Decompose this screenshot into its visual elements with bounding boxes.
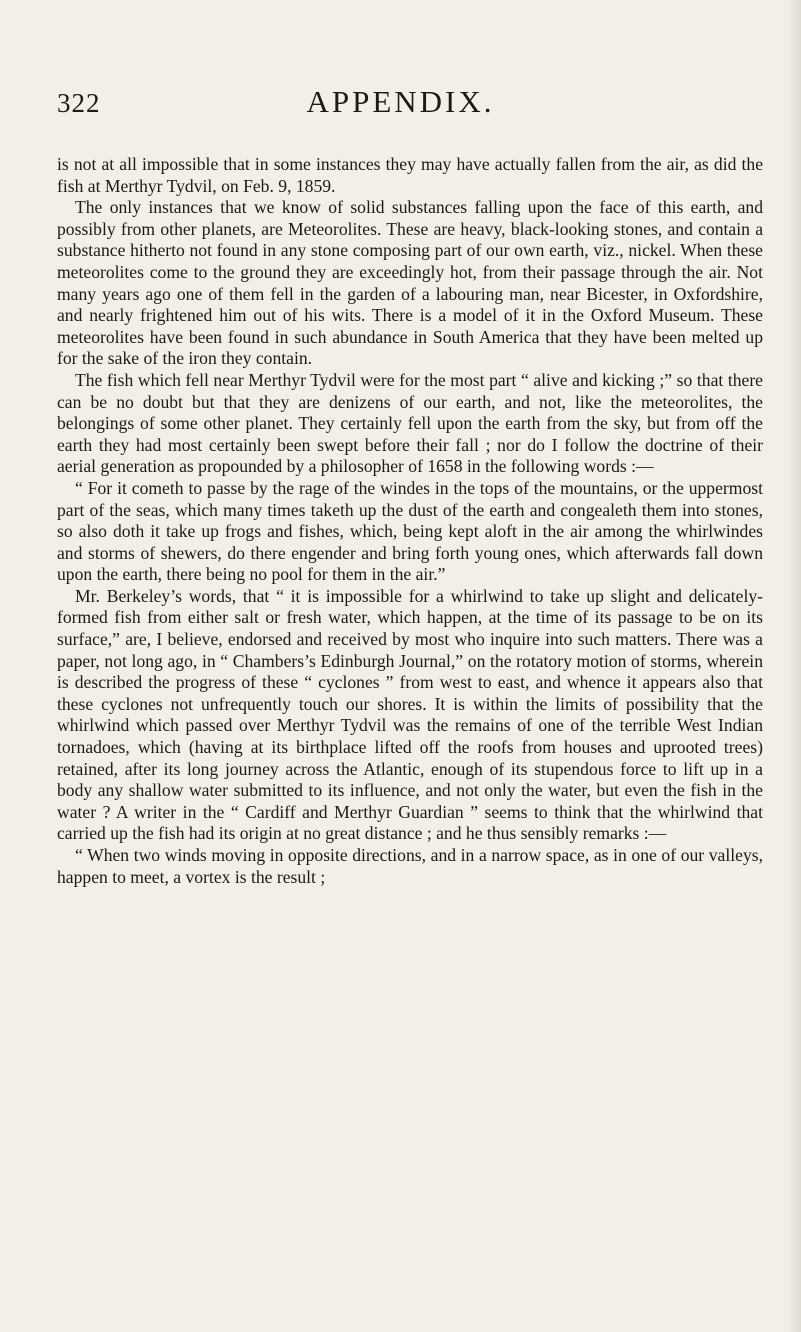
- paragraph-fish: The fish which fell near Merthyr Tydvil were for the most part “ alive and kicking ;” so that there can be no doubt but that they are denizens of our earth, and not, like the meteorolites, the belongings of some other planet. They certainly fell upon the earth from the sky, but from off the earth they had most certainly been swept before their fall ; nor do I follow the doctrine of their aerial generation as propounded by a philosopher of 1658 in the following words :—: [57, 369, 763, 477]
- paragraph-berkeley: Mr. Berkeley’s words, that “ it is impossible for a whirlwind to take up slight and delicately-formed fish from either salt or fresh water, which happen, at the time of its passage to be on its surface,” are, I believe, endorsed and received by most who inquire into such matters. There was a paper, not long ago, in “ Chambers’s Edinburgh Journal,” on the rotatory motion of storms, wherein is described the progress of these “ cyclones ” from west to east, and whence it appears also that these cyclones not unfrequently touch our shores. It is within the limits of possibility that the whirlwind which passed over Merthyr Tydvil was the remains of one of the terrible West Indian tornadoes, which (having at its birthplace lifted off the roofs from houses and uprooted trees) retained, after its long journey across the Atlantic, enough of its stupendous force to lift up in a body any shallow water submitted to its influence, and not only the water, but even the fish in the water ? A writer in the “ Cardiff and Merthyr Guardian ” seems to think that the whirlwind that carried up the fish had its origin at no great distance ; and he thus sensibly remarks :—: [57, 585, 763, 844]
- quotation-guardian: “ When two winds moving in opposite directions, and in a narrow space, as in one of our valleys, happen to meet, a vortex is the result ;: [57, 845, 763, 887]
- paragraph-meteorolites: The only instances that we know of solid substances falling upon the face of this earth, and possibly from other planets, are Meteorolites. These are heavy, black-looking stones, and contain a substance hitherto not found in any stone composing part of our own earth, viz., nickel. When these meteorolites come to the ground they are exceedingly hot, from their passage through the air. Not many years ago one of them fell in the garden of a labouring man, near Bicester, in Oxfordshire, and nearly frightened him out of his wits. There is a model of it in the Oxford Museum. These meteorolites have been found in such abundance in South America that they have been melted up for the sake of the iron they contain.: [57, 197, 763, 369]
- paragraph-continuation: is not at all impossible that in some instances they may have actually fallen from the air, as did the fish at Merthyr Tydvil, on Feb. 9, 1859.: [57, 154, 763, 196]
- page-edge-shadow: [787, 0, 801, 1332]
- running-title: APPENDIX.: [306, 84, 495, 119]
- page-header: [0, 0, 801, 80]
- page-number: 322: [57, 88, 101, 118]
- quotation-1658: “ For it cometh to passe by the rage of the windes in the tops of the mountains, or the uppermost part of the seas, which many times taketh up the dust of the earth and congealeth them into stones, so also doth it take up frogs and fishes, which, being kept aloft in the air among the whirlwindes and storms of shewers, do there engender and bring forth young ones, which afterwards fall down upon the earth, there being no pool for them in the air.”: [57, 477, 763, 585]
- body-text: [57, 154, 763, 888]
